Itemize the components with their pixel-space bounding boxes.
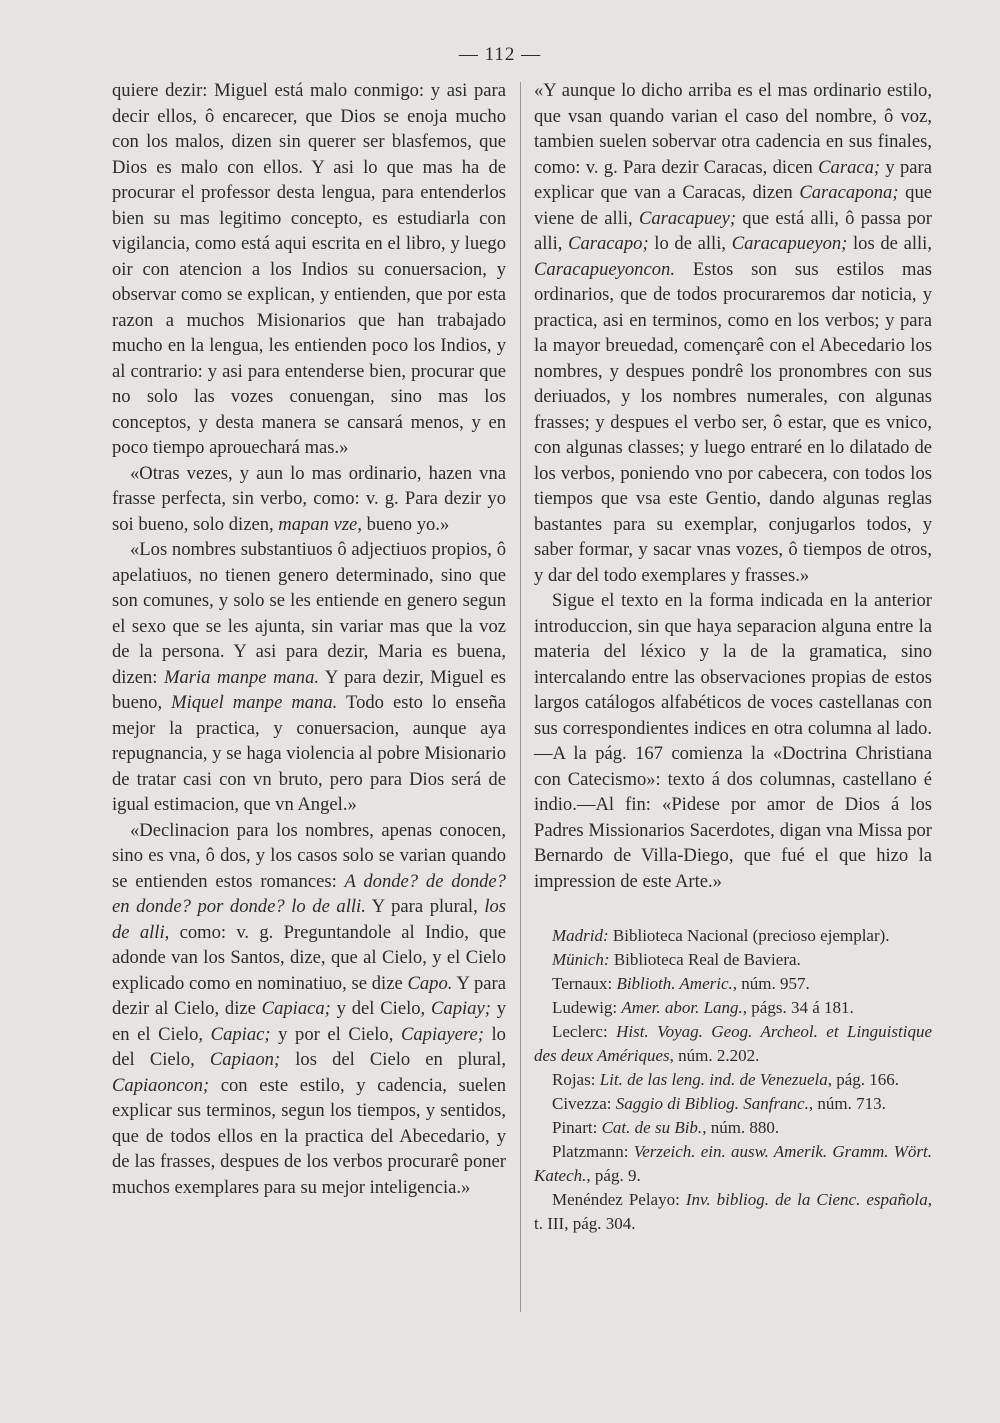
paragraph: «Declinacion para los nombres, apenas conocen, sino es vna, ô dos, y los casos solo se varian quando se entienden estos romances: A donde? de donde? en donde? por donde? lo de alli. Y para plural, los de alli, como: v. g. Preguntandole al Indio, que adonde van los Santos, dize, que al Cielo, y el Cielo explicado como en nominatiuo, se dize Capo. Y para dezir al Cielo, dize Capiaca; y del Cielo, Capiay; y en el Cielo, Capiac; y por el Cielo, Capiayere; lo del Cielo, Capiaon; los del Cielo en plural, Capiaoncon; con este estilo, y cadencia, suelen explicar sus terminos, segun los tiempos, y sentidos, que de todos ellos en la practica del Abecedario, y de las frasses, despues de los verbos procurarê poner muchos exemplares para su mejor inteligencia.»: [112, 819, 507, 1198]
page-number: — 112 —: [458, 44, 542, 65]
bibliography: [534, 924, 932, 1236]
paragraph: «Otras vezes, y aun lo mas ordinario, hazen vna frasse perfecta, sin verbo, como: v. g. Para dezir yo soi bueno, solo dizen, mapan vze, bueno yo.»: [112, 462, 506, 535]
bib-entry: Münich: Biblioteca Real de Baviera.: [552, 950, 801, 969]
bib-entry: Ternaux: Biblioth. Americ., núm. 957.: [552, 974, 810, 993]
bib-entry: Ludewig: Amer. abor. Lang., págs. 34 á 181.: [552, 998, 854, 1017]
paragraph: quiere dezir: Miguel está malo conmigo: y asi para decir ellos, ô encarecer, que Dios se enoja mucho con los malos, dizen sin querer ser blasfemos, que Dios es malo con ellos. Y asi lo que mas ha de procurar el professor desta lengua, para entenderlos bien su mas legitimo concepto, es estudiarla con vigilancia, como está aqui escrita en el libro, y luego oir con atencion a los Indios su conuersacion, y observar como se explican, y entienden, que por esta razon a muchos Misionarios que han trabajado mucho en la lengua, les entienden poco los Indios, y al contrario: y asi para entenderse bien, procurar que no solo las vozes conuengan, sino mas los conceptos, y desta manera se cansará menos, y en poco tiempo aprouechará mas.»: [112, 80, 506, 458]
paragraph: «Y aunque lo dicho arriba es el mas ordinario estilo, que vsan quando varian el caso del nombre, ô voz, tambien suelen sobervar otra cadencia en sus finales, como: v. g. Para dezir Caracas, dicen Caraca; y para explicar que van a Caracas, dizen Caracapona; que viene de alli, Caracapuey; que está alli, ô passa por alli, Caracapo; lo de alli, Caracapueyon; los de alli, Caracapueyoncon. Estos son sus estilos mas ordinarios, que de todos procuraremos dar noticia, y practica, asi en terminos, como en los verbos; y para la mayor breuedad, començarê con el Abecedario los nombres, y despues pondrê los pronombres con sus deriuados, y los nombres numerales, con algunas frasses; y despues el verbo ser, ô estar, que es vnico, con algunas classes; y luego entraré en lo dilatado de los verbos, poniendo vno por cabecera, con todos los tiempos que vsa este Gentio, dando algunas reglas bastantes para su exemplar, conjugarlos todos, y saber formar, y sacar vnas vozes, ô tiempos de otros, y dar del todo exemplares y frasses.»: [534, 80, 933, 586]
column-divider: [520, 82, 521, 1312]
paragraph: «Los nombres substantiuos ô adjectiuos propios, ô apelatiuos, no tienen genero determinado, sino que son comunes, y solo se les entiende en genero segun el sexo que se les ajunta, sin variar mas que la voz de la persona. Y asi para dezir, Maria es buena, dizen: Maria manpe mana. Y para dezir, Miguel es bueno, Miquel manpe mana. Todo esto lo enseña mejor la practica, y conuersacion, aunque aya repugnancia, y se haga violencia al pobre Misionario de tratar casi con vn bruto, pero para Dios será de igual estimacion, que vn Angel.»: [112, 539, 506, 815]
bib-entry: Leclerc: Hist. Voyag. Geog. Archeol. et Linguistique des deux Amériques, núm. 2.202.: [534, 1022, 932, 1065]
right-column: [534, 78, 932, 1236]
bib-entry: Pinart: Cat. de su Bib., núm. 880.: [552, 1118, 780, 1137]
bib-entry: Madrid: Biblioteca Nacional (precioso ejemplar).: [552, 926, 890, 945]
bib-entry: Menéndez Pelayo: Inv. bibliog. de la Cienc. española, t. III, pág. 304.: [534, 1190, 932, 1233]
bib-entry: Civezza: Saggio di Bibliog. Sanfranc., núm. 713.: [552, 1094, 886, 1113]
bib-entry: Rojas: Lit. de las leng. ind. de Venezuela, pág. 166.: [552, 1070, 900, 1089]
bib-entry: Platzmann: Verzeich. ein. ausw. Amerik. Gramm. Wört. Katech., pág. 9.: [534, 1142, 932, 1185]
left-column: [112, 78, 506, 1200]
paragraph: Sigue el texto en la forma indicada en la anterior introduccion, sin que haya separacion alguna entre la materia del léxico y la de la gramatica, sino intercalando entre las observaciones propias de estos largos catálogos alfabéticos de voces castellanas con sus correspondientes indices en otra columna al lado.—A la pág. 167 comienza la «Doctrina Christiana con Catecismo»: texto á dos columnas, castellano é indio.—Al fin: «Pidese por amor de Dios á los Padres Missionarios Sacerdotes, digan vna Missa por Bernardo de Villa-Diego, que fué el que hizo la impression de este Arte.»: [534, 590, 932, 892]
